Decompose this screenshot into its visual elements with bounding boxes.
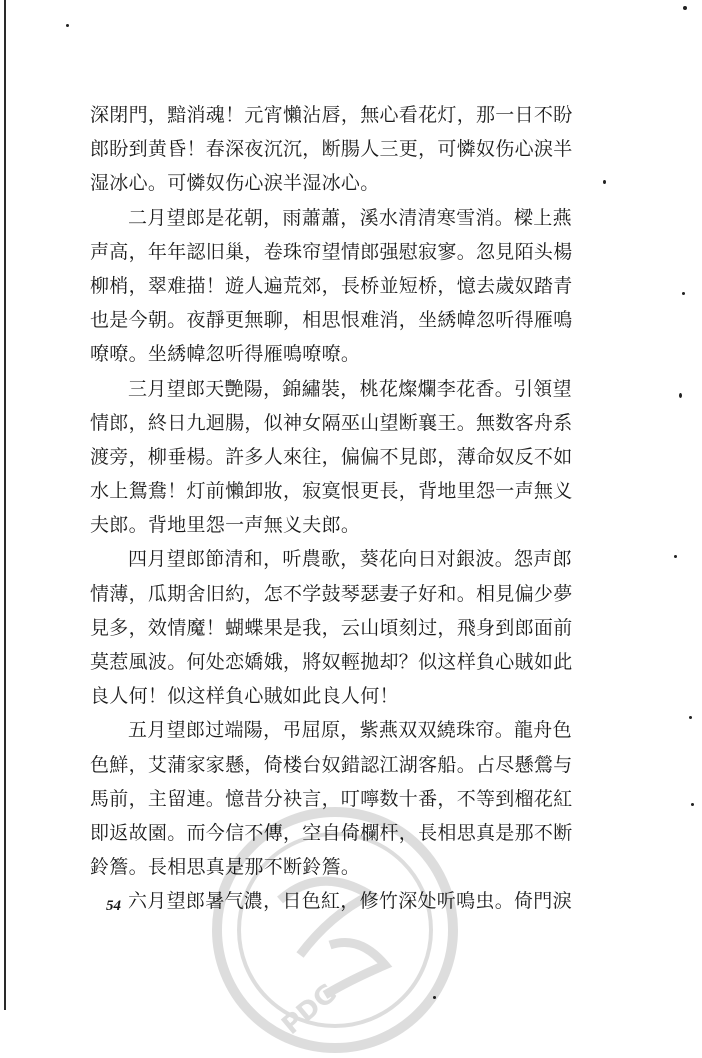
watermark-label: PDG xyxy=(276,978,344,1041)
paragraph-start: 二月望郎是花朝，雨蕭蕭，溪水清清寒雪消。樑上燕 xyxy=(128,206,572,229)
scan-speck xyxy=(679,393,682,398)
scan-speck xyxy=(674,555,677,558)
paragraph-start: 五月望郎过端陽，弔屈原，紫燕双双繞珠帘。龍舟色 xyxy=(128,719,572,742)
text-line: 深閉門，黯消魂！元宵懶沾唇，無心看花灯，那一日不盼 xyxy=(90,104,573,126)
scan-speck xyxy=(683,6,687,10)
text-line: 郎盼到黄昏！春深夜沉沉，断腸人三更，可憐奴伤心淚半 xyxy=(90,138,573,161)
text-line: 水上鴛鴦！灯前懶卸妝，寂寞恨更長，背地里怨一声無义 xyxy=(90,480,573,503)
page-number: 54 xyxy=(106,898,121,914)
scan-speck xyxy=(682,292,685,295)
scan-speck xyxy=(603,180,606,184)
text-line: 即返故園。而今信不傳，空自倚欄杆，長相思真是那不断 xyxy=(90,821,573,844)
text-line: 也是今朝。夜靜更無聊，相思恨难消，坐綉幃忽听得雁鳴 xyxy=(90,309,573,332)
text-line: 夫郎。背地里怨一声無义夫郎。 xyxy=(90,514,361,537)
text-line: 声高，年年認旧巢，卷珠帘望情郎强慰寂寥。忽見陌头楊 xyxy=(90,240,573,263)
body-text xyxy=(90,98,590,919)
text-line: 良人何！似这样負心賊如此良人何！ xyxy=(90,685,399,708)
text-line: 色鮮，艾蒲家家懸，倚楼台奴錯認江湖客船。占尽懸鶯与 xyxy=(90,753,573,776)
text-line: 見多，效情魔！蝴蝶果是我，云山頃刻过，飛身到郎面前 xyxy=(90,616,573,639)
text-line: 鈴簷。長相思真是那不断鈴簷。 xyxy=(90,856,361,879)
binding-edge xyxy=(4,0,6,1010)
text-line: 柳梢，翠难描！遊人遍荒郊，長桥並短桥，憶去歲奴踏青 xyxy=(90,274,573,297)
pdg-watermark-icon xyxy=(210,805,460,1055)
scan-speck xyxy=(66,24,69,27)
text-line: 馬前，主留連。憶昔分袂言，叮嚀数十番，不等到榴花紅 xyxy=(90,787,573,810)
text-line: 情薄，瓜期舍旧約，怎不学鼓琴瑟妻子好和。相見偏少夢 xyxy=(90,582,573,605)
paragraph-start: 三月望郎天艷陽，錦繡裝，桃花燦爛李花香。引領望 xyxy=(128,377,572,400)
text-line: 渡旁，柳垂楊。許多人來往，偏偏不見郎，薄命奴反不如 xyxy=(90,445,573,468)
scan-speck xyxy=(689,716,692,719)
text-line: 嘹嘹。坐綉幃忽听得雁鳴嘹嘹。 xyxy=(90,343,361,366)
scan-speck xyxy=(691,803,694,806)
text-line: 情郎，終日九迴腸，似神女隔巫山望断襄王。無数客舟系 xyxy=(90,411,573,434)
text-line: 莫惹風波。何处恋嬌娥，將奴輕拋却？似这样負心賊如此 xyxy=(90,651,573,673)
paragraph-start: 六月望郎暑气濃，日色紅，修竹深处听鳴虫。倚門淚 xyxy=(128,890,572,913)
paragraph-start: 四月望郎節清和，听農歌，葵花向日对銀波。怨声郎 xyxy=(128,548,572,571)
text-line: 湿冰心。可憐奴伤心淚半湿冰心。 xyxy=(90,172,380,195)
